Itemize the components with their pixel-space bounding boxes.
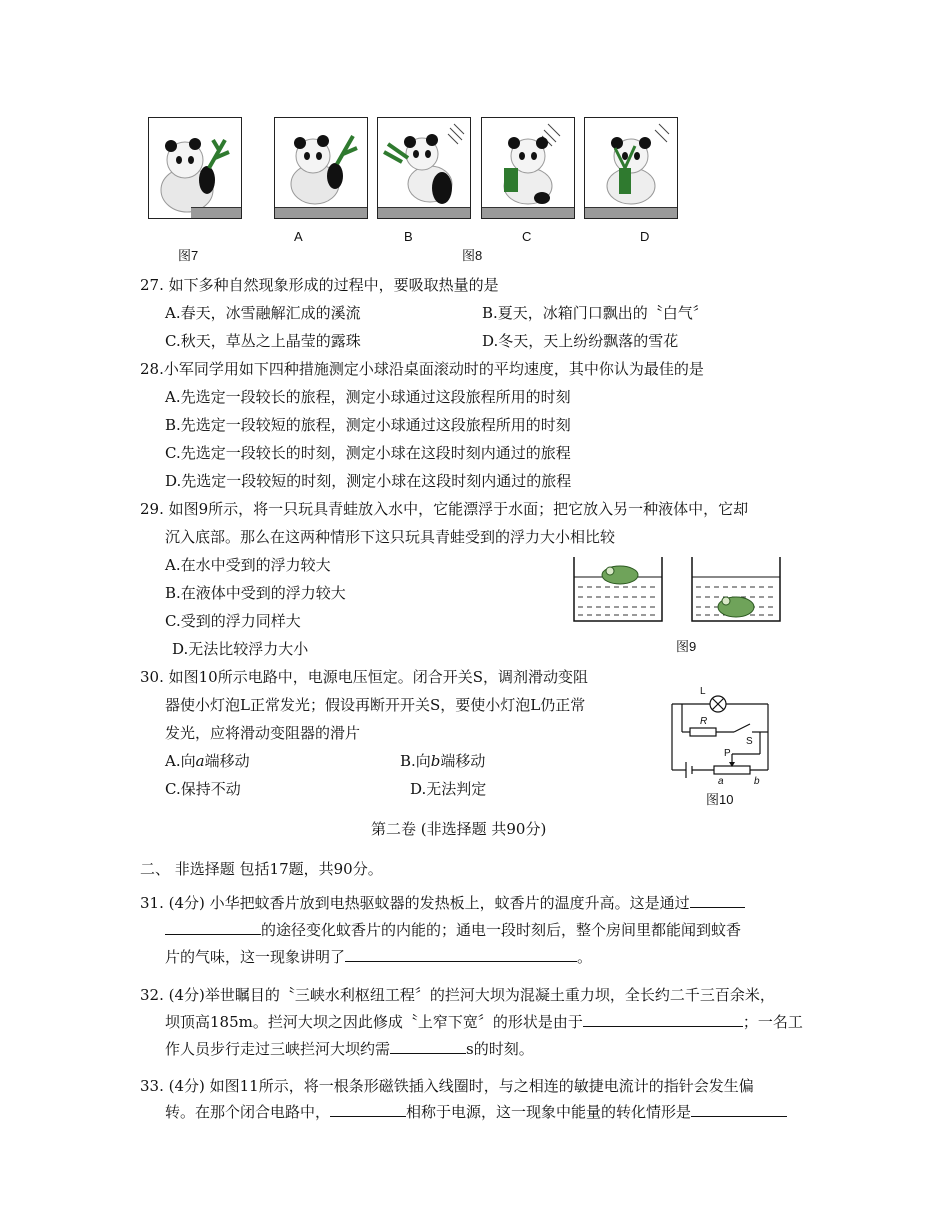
q32-blank-1[interactable]: [583, 1012, 743, 1027]
panda-illustration: [149, 118, 241, 218]
circuit-label-r: R: [700, 716, 708, 727]
q31-blank-1a[interactable]: [690, 893, 745, 908]
figure-10-caption: 图10: [706, 792, 734, 807]
figure-8-option-b: [377, 117, 471, 219]
panda-illustration: [585, 118, 677, 218]
q32-text-3b: s的时刻。: [466, 1040, 534, 1058]
figure-8-option-c: [481, 117, 575, 219]
q33-text-2a: 转。在那个闭合电路中，: [165, 1103, 331, 1121]
q32-line1: 32. (4分)举世瞩目的〝三峡水利枢纽工程〞的拦河大坝为混凝土重力坝，全长约二千三百余米，: [140, 986, 775, 1004]
q33-blank-1[interactable]: [330, 1102, 406, 1117]
panda-illustration: [482, 118, 574, 218]
q27-stem: 27. 如下多种自然现象形成的过程中，要吸取热量的是: [140, 276, 499, 294]
q31-blank-2[interactable]: [345, 947, 577, 962]
q29-option-a: A.在水中受到的浮力较大: [165, 556, 331, 574]
q30-stem-line1: 30. 如图10所示电路中，电源电压恒定。闭合开关S，调剂滑动变阻: [140, 668, 588, 686]
q30-stem-line2: 器使小灯泡L正常发光；假设再断开开关S，要使小灯泡L仍正常: [165, 696, 586, 714]
circuit-label-l: L: [700, 686, 706, 697]
q31-text-1: 31. (4分) 小华把蚊香片放到电热驱蚊器的发热板上，蚊香片的温度升高。这是通过: [140, 894, 690, 912]
q31-line3: [165, 947, 592, 967]
q30-option-a-prefix: A.向: [165, 752, 196, 770]
figure-8-label-b: B: [404, 229, 413, 244]
figure-9-beakers: [568, 555, 788, 627]
circuit-label-p: P: [724, 748, 731, 759]
part2-title: 第二卷 (非选择题 共90分): [371, 820, 547, 838]
q30-option-a-var: a: [195, 752, 205, 770]
q30-option-b: [400, 751, 485, 771]
q33-blank-2[interactable]: [691, 1102, 787, 1117]
q31-line2: [165, 920, 741, 940]
figure-7-image: [148, 117, 242, 219]
q30-option-a-suffix: 端移动: [204, 752, 250, 770]
panda-illustration: [378, 118, 470, 218]
q27-option-c: C.秋天，草丛之上晶莹的露珠: [165, 332, 361, 350]
q29-stem-line1: 29. 如图9所示，将一只玩具青蛙放入水中，它能漂浮于水面；把它放入另一种液体中，它却: [140, 500, 749, 518]
q28-option-b: B.先选定一段较短的旅程，测定小球通过这段旅程所用的时刻: [165, 416, 571, 434]
q33-text-2b: 相称于电源，这一现象中能量的转化情形是: [406, 1103, 692, 1121]
q28-option-a: A.先选定一段较长的旅程，测定小球通过这段旅程所用的时刻: [165, 388, 571, 406]
section2-heading: 二、 非选择题 包括17题，共90分。: [140, 860, 383, 878]
q29-stem-line2: 沉入底部。那么在这两种情形下这只玩具青蛙受到的浮力大小相比较: [165, 528, 616, 546]
beaker-liquid: [692, 557, 780, 621]
q32-text-2a: 坝顶高185m。拦河大坝之因此修成〝上窄下宽〞的形状是由于: [165, 1013, 583, 1031]
q29-option-b: B.在液体中受到的浮力较大: [165, 584, 346, 602]
q32-text-3a: 作人员步行走过三峡拦河大坝约需: [165, 1040, 391, 1058]
q28-option-d: D.先选定一段较短的时刻，测定小球在这段时刻内通过的旅程: [165, 472, 572, 490]
q28-stem: 28.小军同学用如下四种措施测定小球沿桌面滚动时的平均速度，其中你认为最佳的是: [140, 360, 704, 378]
q28-option-c: C.先选定一段较长的时刻，测定小球在这段时刻内通过的旅程: [165, 444, 571, 462]
q30-option-a: [165, 751, 250, 771]
q27-option-a: A.春天，冰雪融解汇成的溪流: [165, 304, 361, 322]
q32-line2: [165, 1012, 803, 1032]
q31-blank-1b[interactable]: [165, 920, 261, 935]
figure-10-circuit: [660, 682, 780, 792]
q32-text-2b: ；一名工: [742, 1013, 803, 1031]
beaker-water: [574, 557, 662, 621]
figure-8-label-d: D: [640, 229, 650, 244]
circuit-label-s: S: [746, 736, 753, 747]
q30-stem-line3: 发光，应将滑动变阻器的滑片: [165, 724, 361, 742]
q30-option-d: D.无法判定: [410, 780, 487, 798]
circuit-label-b: b: [754, 776, 760, 787]
q27-option-d: D.冬天，天上纷纷飘落的雪花: [482, 332, 679, 350]
figure-8-label-a: A: [294, 229, 303, 244]
figure-7-caption: 图7: [178, 248, 199, 263]
q32-blank-2[interactable]: [390, 1039, 466, 1054]
q30-option-b-var: b: [430, 752, 441, 770]
q30-option-c: C.保持不动: [165, 780, 241, 798]
figure-9-caption: 图9: [676, 639, 697, 654]
q33-line1: 33. (4分) 如图11所示，将一根条形磁铁插入线圈时，与之相连的敏捷电流计的指针会发生偏: [140, 1077, 754, 1095]
q31-text-3a: 片的气味，这一现象讲明了: [165, 948, 346, 966]
q27-option-b: B.夏天，冰箱门口飘出的〝白气〞: [482, 304, 708, 322]
figure-8-label-c: C: [522, 229, 532, 244]
q29-option-c: C.受到的浮力同样大: [165, 612, 301, 630]
figure-8-option-a: [274, 117, 368, 219]
q33-line2: [165, 1102, 787, 1122]
q32-line3: [165, 1039, 534, 1059]
q29-option-d: D.无法比较浮力大小: [172, 640, 309, 658]
panda-illustration: [275, 118, 367, 218]
q30-option-b-prefix: B.向: [400, 752, 431, 770]
q31-line1: [140, 893, 745, 913]
circuit-label-a: a: [718, 776, 724, 787]
q31-text-3b: 。: [577, 948, 593, 966]
figure-8-caption: 图8: [462, 248, 483, 263]
q31-text-2: 的途径变化蚊香片的内能的；通电一段时刻后，整个房间里都能闻到蚊香: [261, 921, 742, 939]
q30-option-b-suffix: 端移动: [440, 752, 486, 770]
figure-8-option-d: [584, 117, 678, 219]
